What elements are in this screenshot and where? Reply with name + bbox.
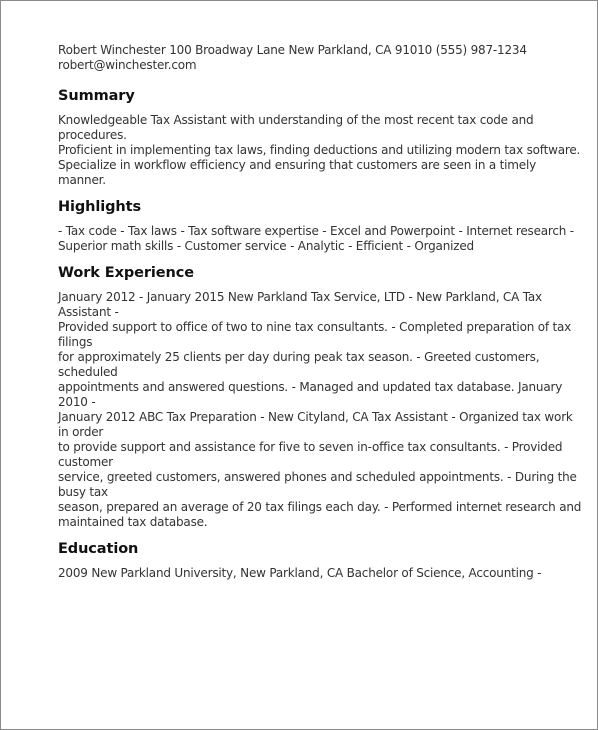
highlights-text (58, 224, 586, 254)
summary-line: Proficient in implementing tax laws, finding deductions and utilizing modern tax software. (58, 143, 581, 157)
work-experience-line: maintained tax database. (58, 515, 208, 529)
work-experience-line: for approximately 25 clients per day during peak tax season. - Greeted customers, scheduled (58, 350, 540, 379)
education-heading: Education (58, 541, 139, 557)
work-experience-text (58, 290, 586, 530)
work-experience-line: season, prepared an average of 20 tax filings each day. - Performed internet research and (58, 500, 582, 514)
contact-email: robert@winchester.com (58, 58, 197, 72)
work-experience-line: January 2012 ABC Tax Preparation - New Cityland, CA Tax Assistant - Organized tax work in order (58, 410, 573, 439)
work-experience-line: Provided support to office of two to nine tax consultants. - Completed preparation of tax filings (58, 320, 572, 349)
work-experience-line: January 2012 - January 2015 New Parkland Tax Service, LTD - New Parkland, CA Tax Assistant - (58, 290, 542, 319)
contact-name-address-phone: Robert Winchester 100 Broadway Lane New Parkland, CA 91010 (555) 987-1234 (58, 43, 527, 57)
work-experience-line: service, greeted customers, answered phones and scheduled appointments. - During the busy tax (58, 470, 577, 499)
work-experience-line: appointments and answered questions. - Managed and updated tax database. January 2010 - (58, 380, 563, 409)
summary-text (58, 113, 586, 188)
resume-content (58, 43, 586, 581)
education-line: 2009 New Parkland University, New Parkland, CA Bachelor of Science, Accounting - (58, 566, 542, 580)
highlights-line: - Tax code - Tax laws - Tax software expertise - Excel and Powerpoint - Internet research - (58, 224, 574, 238)
highlights-line: Superior math skills - Customer service - Analytic - Efficient - Organized (58, 239, 474, 253)
summary-line: Knowledgeable Tax Assistant with understanding of the most recent tax code and procedures. (58, 113, 534, 142)
work-experience-heading: Work Experience (58, 265, 194, 281)
highlights-heading: Highlights (58, 199, 142, 215)
work-experience-line: to provide support and assistance for five to seven in-office tax consultants. - Provided customer (58, 440, 563, 469)
summary-heading: Summary (58, 88, 135, 104)
summary-line: Specialize in workflow efficiency and ensuring that customers are seen in a timely manner. (58, 158, 537, 187)
education-text (58, 566, 586, 581)
contact-block (58, 43, 586, 73)
